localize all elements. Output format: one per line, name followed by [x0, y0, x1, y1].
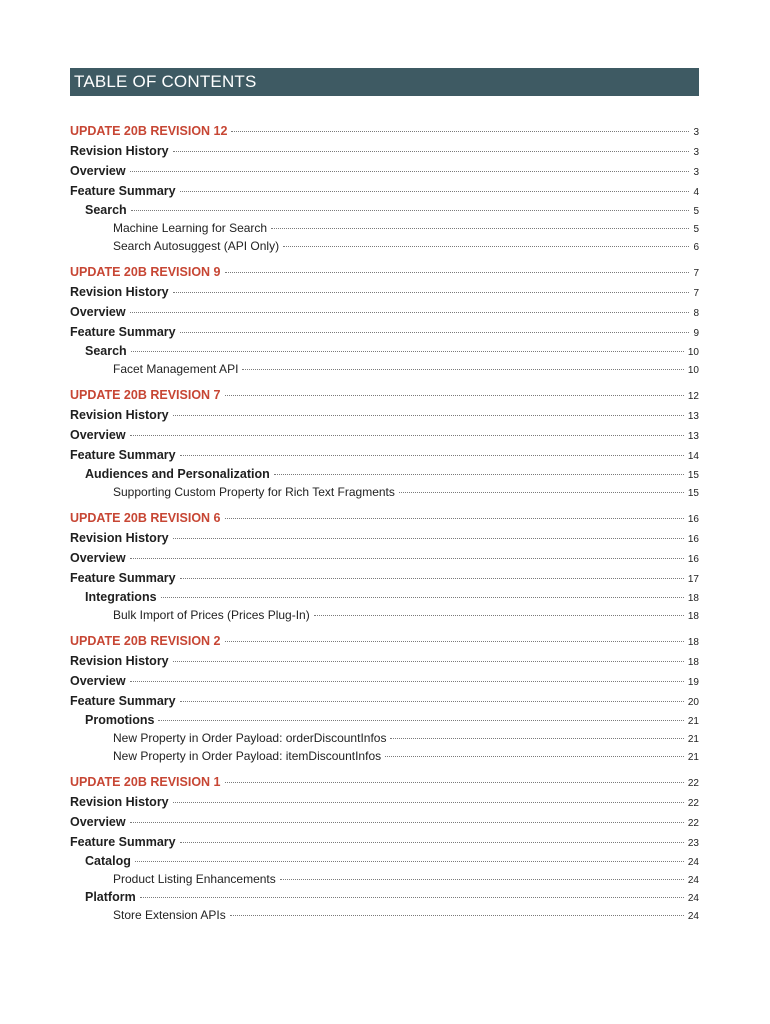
dot-leader: [231, 131, 689, 132]
toc-page-number: 24: [687, 911, 699, 922]
toc-entry[interactable]: [70, 425, 699, 445]
dot-leader: [131, 210, 690, 211]
toc-section: [70, 121, 699, 255]
toc-page-number: 13: [687, 431, 699, 442]
toc-entry-label[interactable]: Overview: [70, 815, 126, 829]
dot-leader: [225, 641, 684, 642]
toc-update-heading[interactable]: [70, 385, 699, 405]
toc-entry[interactable]: [70, 322, 699, 342]
dot-leader: [173, 802, 684, 803]
toc-subsubentry[interactable]: [70, 906, 699, 924]
toc-page-number: 5: [693, 224, 699, 235]
dot-leader: [225, 518, 684, 519]
toc-entry[interactable]: [70, 691, 699, 711]
toc-subentry[interactable]: [70, 201, 699, 219]
dot-leader: [173, 292, 690, 293]
toc-update-heading[interactable]: [70, 772, 699, 792]
dot-leader: [130, 681, 684, 682]
toc-page-number: 3: [693, 147, 699, 158]
toc-page-number: 18: [687, 657, 699, 668]
toc-entry[interactable]: [70, 282, 699, 302]
toc-entry-label[interactable]: Store Extension APIs: [113, 908, 226, 922]
toc-subentry[interactable]: [70, 852, 699, 870]
toc-section: [70, 385, 699, 501]
dot-leader: [385, 756, 684, 757]
toc-entry-label[interactable]: Feature Summary: [70, 571, 176, 585]
toc-page-number: 19: [687, 677, 699, 688]
toc-entry-label[interactable]: Facet Management API: [113, 362, 239, 376]
dot-leader: [130, 312, 690, 313]
toc-entry-label[interactable]: Revision History: [70, 795, 169, 809]
toc-entry-label[interactable]: Revision History: [70, 654, 169, 668]
toc-entry-label[interactable]: Search: [85, 203, 127, 217]
toc-page-number: 20: [687, 697, 699, 708]
toc-page-number: 22: [687, 798, 699, 809]
dot-leader: [180, 332, 690, 333]
toc-entry-label[interactable]: UPDATE 20B REVISION 12: [70, 124, 228, 138]
toc-entry[interactable]: [70, 812, 699, 832]
toc-page-number: 15: [687, 488, 699, 499]
dot-leader: [131, 351, 684, 352]
toc-entry[interactable]: [70, 445, 699, 465]
toc-subentry[interactable]: [70, 888, 699, 906]
dot-leader: [180, 578, 684, 579]
toc-entry-label[interactable]: Supporting Custom Property for Rich Text Fragments: [113, 485, 395, 499]
toc-entry-label[interactable]: Search: [85, 344, 127, 358]
toc-subentry[interactable]: [70, 465, 699, 483]
toc-update-heading[interactable]: [70, 121, 699, 141]
toc-subsubentry[interactable]: [70, 237, 699, 255]
dot-leader: [180, 701, 684, 702]
toc-page-number: 7: [693, 268, 699, 279]
toc-entry[interactable]: [70, 568, 699, 588]
dot-leader: [274, 474, 684, 475]
toc-entry-label[interactable]: Revision History: [70, 531, 169, 545]
toc-page-number: 22: [687, 778, 699, 789]
toc-page-number: 16: [687, 554, 699, 565]
dot-leader: [225, 782, 684, 783]
toc-subsubentry[interactable]: [70, 219, 699, 237]
dot-leader: [130, 558, 684, 559]
toc-entry-label[interactable]: UPDATE 20B REVISION 2: [70, 634, 221, 648]
toc-entry-label[interactable]: UPDATE 20B REVISION 1: [70, 775, 221, 789]
toc-subsubentry[interactable]: [70, 870, 699, 888]
toc-page-number: 24: [687, 875, 699, 886]
toc-page-number: 21: [687, 752, 699, 763]
dot-leader: [173, 538, 684, 539]
toc-entry-label[interactable]: Integrations: [85, 590, 157, 604]
toc-entry-label[interactable]: Machine Learning for Search: [113, 221, 268, 235]
toc-entry-label[interactable]: Feature Summary: [70, 835, 176, 849]
dot-leader: [173, 151, 690, 152]
toc-section: [70, 508, 699, 624]
toc-entry[interactable]: [70, 651, 699, 671]
toc-page-number: 8: [693, 308, 699, 319]
toc-entry-label[interactable]: Feature Summary: [70, 184, 176, 198]
dot-leader: [180, 455, 684, 456]
toc-page-number: 24: [687, 857, 699, 868]
toc-page-number: 13: [687, 411, 699, 422]
dot-leader: [173, 415, 684, 416]
toc-subentry[interactable]: [70, 588, 699, 606]
dot-leader: [130, 171, 690, 172]
toc-page-number: 24: [687, 893, 699, 904]
toc-page-number: 18: [687, 593, 699, 604]
toc-page-number: 14: [687, 451, 699, 462]
dot-leader: [180, 842, 684, 843]
toc-entry-label[interactable]: Promotions: [85, 713, 155, 727]
toc-page-number: 16: [687, 514, 699, 525]
toc-entry[interactable]: [70, 302, 699, 322]
dot-leader: [399, 492, 684, 493]
toc-page-number: 22: [687, 818, 699, 829]
dot-leader: [225, 395, 684, 396]
toc-page-number: 7: [693, 288, 699, 299]
toc-entry-label[interactable]: Catalog: [85, 854, 131, 868]
toc-page-number: 17: [687, 574, 699, 585]
dot-leader: [130, 822, 684, 823]
toc-entry[interactable]: [70, 141, 699, 161]
toc-page-number: 10: [687, 347, 699, 358]
toc-entry-label[interactable]: Revision History: [70, 144, 169, 158]
dot-leader: [242, 369, 683, 370]
toc-entry-label[interactable]: Platform: [85, 890, 136, 904]
toc-entry-label[interactable]: Feature Summary: [70, 325, 176, 339]
toc-entry-label[interactable]: Overview: [70, 428, 126, 442]
toc-entry-label[interactable]: Revision History: [70, 285, 169, 299]
toc-entry-label[interactable]: Overview: [70, 674, 126, 688]
toc-section: [70, 631, 699, 765]
toc-subsubentry[interactable]: [70, 360, 699, 378]
toc-page-number: 12: [687, 391, 699, 402]
dot-leader: [230, 915, 684, 916]
toc-title: TABLE OF CONTENTS: [70, 68, 699, 96]
toc-page-number: 21: [687, 716, 699, 727]
toc-entry[interactable]: [70, 832, 699, 852]
dot-leader: [225, 272, 690, 273]
dot-leader: [283, 246, 689, 247]
toc-page-number: 15: [687, 470, 699, 481]
toc-subentry[interactable]: [70, 342, 699, 360]
dot-leader: [180, 191, 690, 192]
toc-entry-label[interactable]: Bulk Import of Prices (Prices Plug-In): [113, 608, 310, 622]
toc-entry[interactable]: [70, 161, 699, 181]
toc-entry-label[interactable]: Overview: [70, 305, 126, 319]
toc-update-heading[interactable]: [70, 631, 699, 651]
toc-page-number: 4: [693, 187, 699, 198]
toc-entry[interactable]: [70, 792, 699, 812]
toc-page-number: 18: [687, 637, 699, 648]
toc-entry[interactable]: [70, 528, 699, 548]
toc-entry-label[interactable]: Overview: [70, 164, 126, 178]
dot-leader: [130, 435, 684, 436]
table-of-contents: [70, 121, 699, 931]
toc-entry[interactable]: [70, 405, 699, 425]
toc-section: [70, 262, 699, 378]
dot-leader: [135, 861, 684, 862]
toc-entry[interactable]: [70, 181, 699, 201]
toc-subentry[interactable]: [70, 711, 699, 729]
dot-leader: [314, 615, 684, 616]
toc-page-number: 10: [687, 365, 699, 376]
toc-subsubentry[interactable]: [70, 606, 699, 624]
toc-page-number: 21: [687, 734, 699, 745]
toc-page-number: 5: [693, 206, 699, 217]
toc-page-number: 6: [693, 242, 699, 253]
toc-section: [70, 772, 699, 924]
toc-subsubentry[interactable]: [70, 483, 699, 501]
toc-page-number: 9: [693, 328, 699, 339]
dot-leader: [390, 738, 683, 739]
toc-entry-label[interactable]: Overview: [70, 551, 126, 565]
dot-leader: [158, 720, 683, 721]
toc-update-heading[interactable]: [70, 508, 699, 528]
dot-leader: [140, 897, 684, 898]
toc-page-number: 23: [687, 838, 699, 849]
toc-entry-label[interactable]: Product Listing Enhancements: [113, 872, 276, 886]
dot-leader: [173, 661, 684, 662]
toc-entry-label[interactable]: Audiences and Personalization: [85, 467, 270, 481]
toc-page-number: 3: [693, 127, 699, 138]
toc-update-heading[interactable]: [70, 262, 699, 282]
toc-entry-label[interactable]: Feature Summary: [70, 694, 176, 708]
toc-entry-label[interactable]: UPDATE 20B REVISION 7: [70, 388, 221, 402]
toc-page-number: 18: [687, 611, 699, 622]
toc-subsubentry[interactable]: [70, 729, 699, 747]
toc-entry-label[interactable]: Search Autosuggest (API Only): [113, 239, 280, 253]
toc-entry-label[interactable]: UPDATE 20B REVISION 9: [70, 265, 221, 279]
toc-entry-label[interactable]: Revision History: [70, 408, 169, 422]
toc-subsubentry[interactable]: [70, 747, 699, 765]
toc-entry-label[interactable]: New Property in Order Payload: itemDiscountInfos: [113, 749, 382, 763]
toc-entry-label[interactable]: Feature Summary: [70, 448, 176, 462]
toc-page-number: 3: [693, 167, 699, 178]
toc-page-number: 16: [687, 534, 699, 545]
dot-leader: [271, 228, 689, 229]
toc-entry-label[interactable]: New Property in Order Payload: orderDiscountInfos: [113, 731, 387, 745]
dot-leader: [161, 597, 684, 598]
dot-leader: [280, 879, 684, 880]
toc-entry[interactable]: [70, 548, 699, 568]
toc-entry[interactable]: [70, 671, 699, 691]
toc-entry-label[interactable]: UPDATE 20B REVISION 6: [70, 511, 221, 525]
